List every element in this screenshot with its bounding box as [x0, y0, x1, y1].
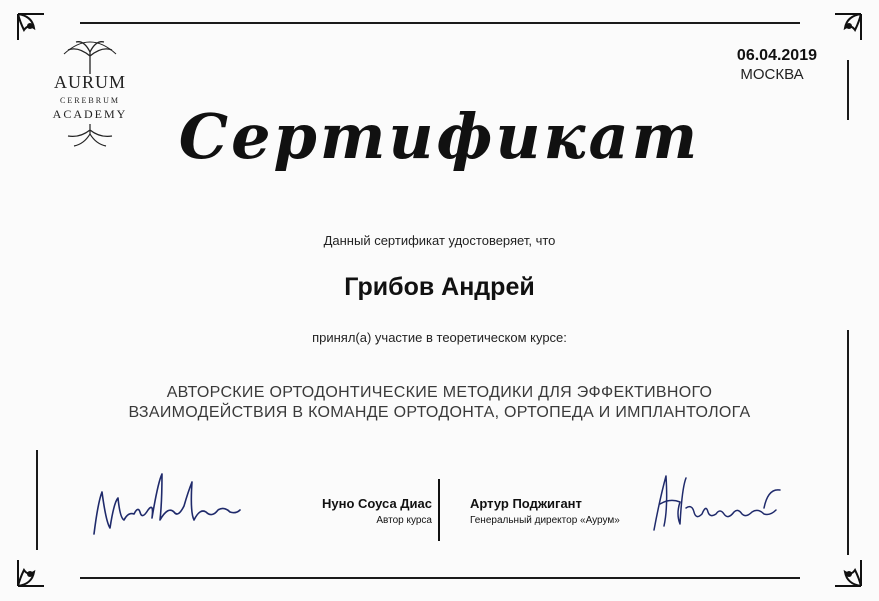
course-title	[0, 383, 879, 423]
logo-line-cerebrum: CEREBRUM	[59, 96, 120, 105]
signature-divider	[438, 479, 440, 541]
frame-right-line	[847, 330, 849, 555]
tree-icon	[50, 36, 130, 76]
logo-line-academy: ACADEMY	[52, 107, 128, 121]
participation-text: принял(а) участие в теоретическом курсе:	[312, 330, 567, 345]
left-signer-role: Автор курса	[376, 515, 432, 526]
frame-left-line	[36, 450, 38, 550]
right-signature-image	[646, 468, 796, 538]
certificate-date: 06.04.2019	[736, 47, 817, 64]
corner-ornament-bottom-left-icon	[14, 550, 54, 590]
right-signer	[470, 496, 650, 526]
intro-text: Данный сертификат удостоверяет, что	[323, 233, 556, 248]
frame-bottom-line	[80, 577, 800, 579]
certificate-city: МОСКВА	[740, 66, 804, 83]
course-title-line-2: ВЗАИМОДЕЙСТВИЯ В КОМАНДЕ ОРТОДОНТА, ОРТОПЕДА И ИМПЛАНТОЛОГА	[128, 404, 751, 421]
corner-ornament-bottom-right-icon	[825, 550, 865, 590]
recipient-name: Грибов Андрей	[344, 273, 535, 301]
right-signer-name: Артур Поджигант	[470, 496, 582, 511]
left-signature-image	[88, 462, 248, 542]
left-signer-name: Нуно Соуса Диас	[321, 496, 432, 511]
right-signer-role: Генеральный директор «Аурум»	[470, 515, 620, 526]
frame-top-line	[80, 22, 800, 24]
left-signer	[262, 496, 432, 526]
course-title-line-1: АВТОРСКИЕ ОРТОДОНТИЧЕСКИЕ МЕТОДИКИ ДЛЯ ЭФФЕКТИВНОГО	[166, 384, 713, 401]
logo-line-aurum: AURUM	[53, 72, 126, 92]
corner-ornament-top-right-icon	[825, 10, 865, 50]
certificate-title: Сертификат	[178, 100, 701, 173]
